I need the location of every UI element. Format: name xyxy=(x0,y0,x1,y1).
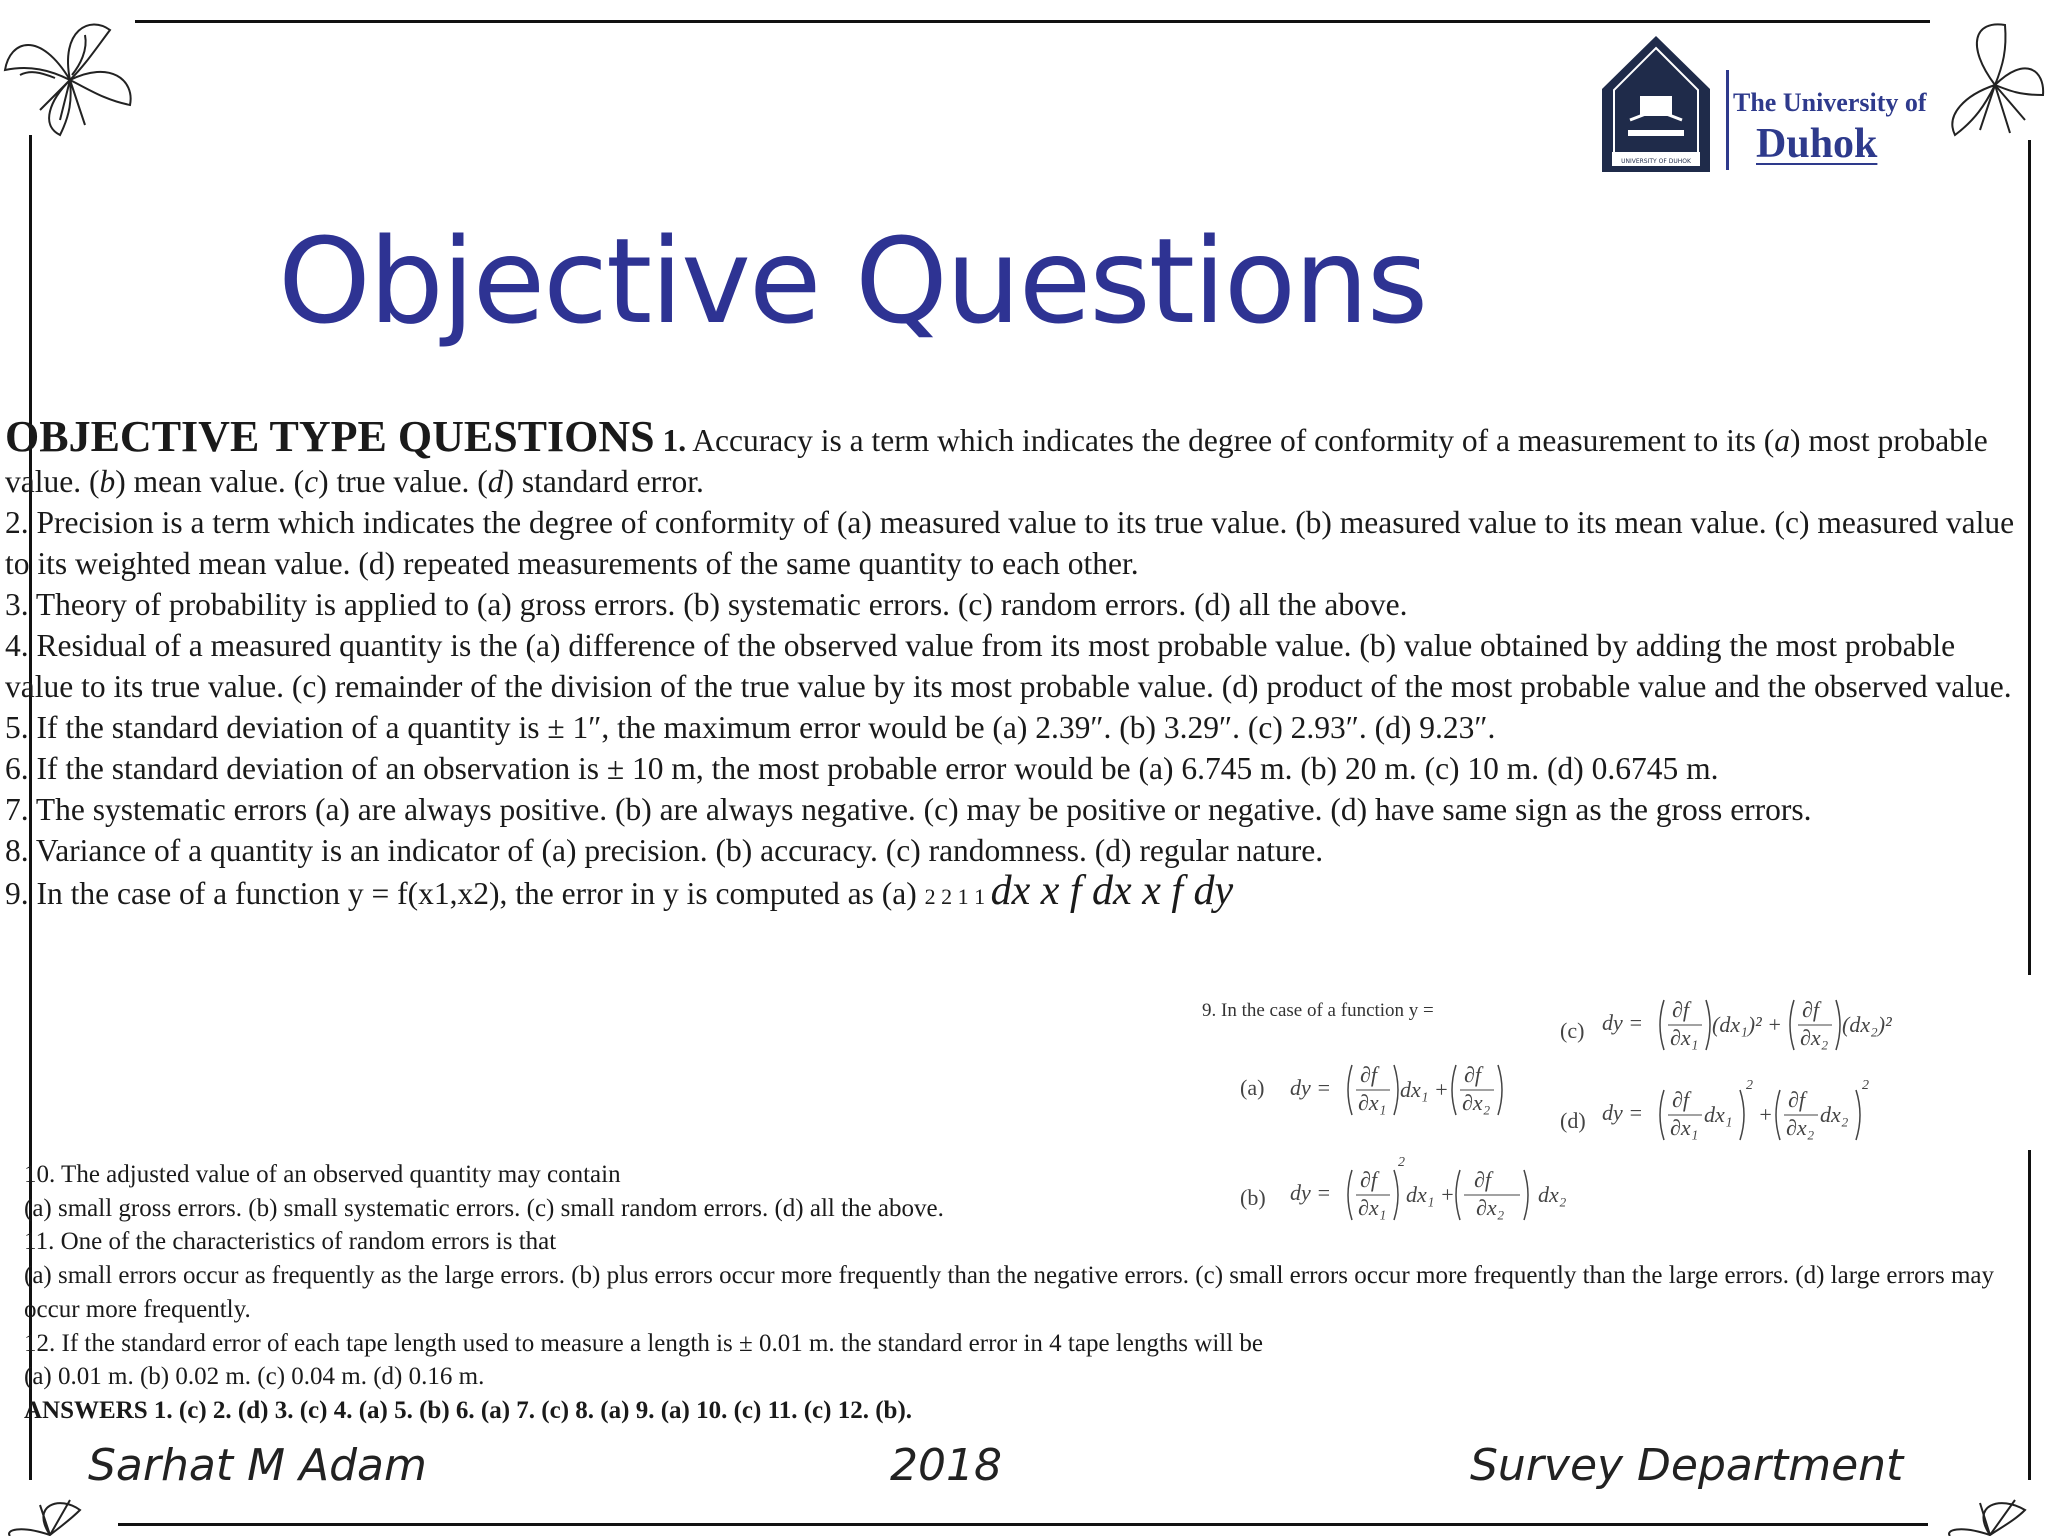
svg-text:∂x₂: ∂x₂ xyxy=(1786,1115,1815,1140)
frame-right-line xyxy=(2028,140,2031,975)
q9-formula: dx x f dx x f dy xyxy=(990,868,1234,914)
question-3: 3. Theory of probability is applied to (a) gross errors. (b) systematic errors. (c) random errors. (d) all the above. xyxy=(5,587,1408,622)
svg-text:dx₂: dx₂ xyxy=(1538,1182,1567,1207)
footer-year: 2018 xyxy=(890,1440,1002,1491)
question-10: 10. The adjusted value of an observed quantity may contain xyxy=(24,1161,621,1188)
svg-text:dy =: dy = xyxy=(1602,1100,1644,1125)
question-9 xyxy=(5,868,2015,917)
flower-ornament-top-right-icon xyxy=(1935,15,2048,145)
svg-text:2: 2 xyxy=(1398,1155,1405,1170)
q1-opt-c: c xyxy=(304,464,319,499)
svg-text:∂x₁: ∂x₁ xyxy=(1670,1115,1699,1140)
svg-text:2: 2 xyxy=(1862,1078,1869,1093)
q9-small-digits: 2 2 1 1 xyxy=(924,884,991,909)
svg-text:dy =: dy = xyxy=(1602,1010,1644,1035)
svg-text:(dx₂)²: (dx₂)² xyxy=(1842,1012,1892,1037)
frame-bottom-line xyxy=(118,1523,1928,1526)
svg-text:∂x₂: ∂x₂ xyxy=(1462,1090,1491,1115)
question-2: 2. Precision is a term which indicates the degree of conformity of (a) measured value to its true value. (b) measured value to its mean value. (c) measured value to its weighted mean value. (d) repeated measurements of the same quantity to each other. xyxy=(5,505,2015,581)
equation-d-graphic xyxy=(1600,1075,1900,1155)
svg-text:∂x₂: ∂x₂ xyxy=(1476,1195,1505,1220)
question-7: 7. The systematic errors (a) are always positive. (b) are always negative. (c) may be positive or negative. (d) have same sign as the gross errors. xyxy=(5,792,1812,827)
section-heading: OBJECTIVE TYPE QUESTIONS xyxy=(5,412,655,461)
frame-right-line-lower xyxy=(2028,1150,2031,1480)
svg-text:dx₁ +: dx₁ + xyxy=(1400,1077,1449,1102)
svg-text:∂x₁: ∂x₁ xyxy=(1358,1195,1387,1220)
q1-opt-b-text: ) mean value. ( xyxy=(115,464,305,499)
question-4: 4. Residual of a measured quantity is the (a) difference of the observed value from its most probable value. (b) value obtained by adding the most probable value to its true value. (c) remainder of the division of the true value by its most probable value. (d) product of the most probable value and the observed value. xyxy=(5,628,2012,704)
q1-opt-d: d xyxy=(487,464,504,499)
question-12: 12. If the standard error of each tape length used to measure a length is ± 0.01 m. the standard error in 4 tape lengths will be xyxy=(24,1329,1264,1357)
equation-a-graphic xyxy=(1288,1050,1518,1130)
question-5: 5. If the standard deviation of a quantity is ± 1″, the maximum error would be (a) 2.39″. (b) 3.29″. (c) 2.93″. (d) 9.23″. xyxy=(5,710,1496,745)
footer-department: Survey Department xyxy=(1470,1440,1904,1491)
svg-text:dx₁ +: dx₁ + xyxy=(1406,1182,1455,1207)
q9-text: 9. In the case of a function y = f(x1,x2), the error in y is computed as (a) xyxy=(5,876,925,911)
svg-text:dx₁: dx₁ xyxy=(1704,1102,1733,1127)
logo-divider xyxy=(1726,70,1729,170)
questions-main xyxy=(5,412,2015,917)
question-12-options: (a) 0.01 m. (b) 0.02 m. (c) 0.04 m. (d) 0.16 m. xyxy=(24,1363,485,1391)
questions-small xyxy=(24,1158,2024,1428)
q1-number: 1. xyxy=(662,423,687,458)
university-seal-icon xyxy=(1600,34,1712,174)
eq-c-label: (c) xyxy=(1560,1018,1585,1043)
q1-opt-c-text: ) true value. ( xyxy=(318,464,488,499)
svg-text:(dx₁)² +: (dx₁)² + xyxy=(1712,1012,1783,1037)
figure-caption: 9. In the case of a function y = xyxy=(1202,1000,1434,1021)
svg-text:∂x₂: ∂x₂ xyxy=(1800,1025,1829,1050)
svg-text:∂f: ∂f xyxy=(1464,1062,1481,1087)
svg-text:∂f: ∂f xyxy=(1360,1062,1377,1087)
q1-opt-b: b xyxy=(99,464,116,499)
svg-text:∂f: ∂f xyxy=(1788,1087,1805,1112)
svg-text:dy =: dy = xyxy=(1290,1180,1332,1205)
svg-text:∂f: ∂f xyxy=(1802,997,1819,1022)
question-11-options: (a) small errors occur as frequently as the large errors. (b) plus errors occur more frequently than the negative errors. (c) small errors occur more frequently than the large errors. (d) large errors may occur more frequently. xyxy=(24,1262,1995,1323)
svg-text:2: 2 xyxy=(1746,1078,1753,1093)
q1-opt-a: a xyxy=(1774,423,1790,458)
footer-author: Sarhat M Adam xyxy=(88,1440,427,1491)
svg-text:∂f: ∂f xyxy=(1474,1167,1491,1192)
flower-ornament-bottom-left-icon xyxy=(0,1495,110,1536)
question-8: 8. Variance of a quantity is an indicator of (a) precision. (b) accuracy. (c) randomness. (d) regular nature. xyxy=(5,833,1324,868)
svg-text:dy =: dy = xyxy=(1290,1075,1332,1100)
frame-top-line xyxy=(135,20,1930,23)
question-11: 11. One of the characteristics of random errors is that xyxy=(24,1228,557,1256)
university-name-line1: The University of xyxy=(1733,88,1927,117)
svg-text:∂x₁: ∂x₁ xyxy=(1358,1090,1387,1115)
svg-text:+: + xyxy=(1758,1102,1773,1127)
equation-c-graphic xyxy=(1600,990,1900,1065)
answers: ANSWERS 1. (c) 2. (d) 3. (c) 4. (a) 5. (b) 6. (a) 7. (c) 8. (a) 9. (a) 10. (c) 11. (c) 12. (b). xyxy=(24,1396,913,1424)
seal-text: UNIVERSITY OF DUHOK xyxy=(1621,158,1691,165)
page-title: Objective Questions xyxy=(278,212,1427,350)
question-10-options: (a) small gross errors. (b) small systematic errors. (c) small random errors. (d) all the above. xyxy=(24,1194,944,1222)
flower-ornament-bottom-right-icon xyxy=(1930,1495,2048,1536)
eq-b-label: (b) xyxy=(1240,1185,1266,1210)
q1-text: Accuracy is a term which indicates the degree of conformity of a measurement to its ( xyxy=(686,423,1775,458)
flower-ornament-top-left-icon xyxy=(0,10,140,140)
svg-text:∂f: ∂f xyxy=(1672,997,1689,1022)
q1-opt-a-text: ) most probable value. ( xyxy=(5,423,1988,499)
svg-text:dx₂: dx₂ xyxy=(1820,1102,1849,1127)
question-1 xyxy=(5,412,2015,502)
university-name-line2: Duhok xyxy=(1756,121,1878,167)
svg-text:∂x₁: ∂x₁ xyxy=(1670,1025,1699,1050)
svg-text:∂f: ∂f xyxy=(1360,1167,1377,1192)
svg-text:∂f: ∂f xyxy=(1672,1087,1689,1112)
question-6: 6. If the standard deviation of an observation is ± 10 m, the most probable error would be (a) 6.745 m. (b) 20 m. (c) 10 m. (d) 0.6745 m. xyxy=(5,751,1719,786)
eq-d-label: (d) xyxy=(1560,1108,1586,1133)
eq-a-label: (a) xyxy=(1240,1075,1265,1100)
q1-opt-d-text: ) standard error. xyxy=(503,464,704,499)
